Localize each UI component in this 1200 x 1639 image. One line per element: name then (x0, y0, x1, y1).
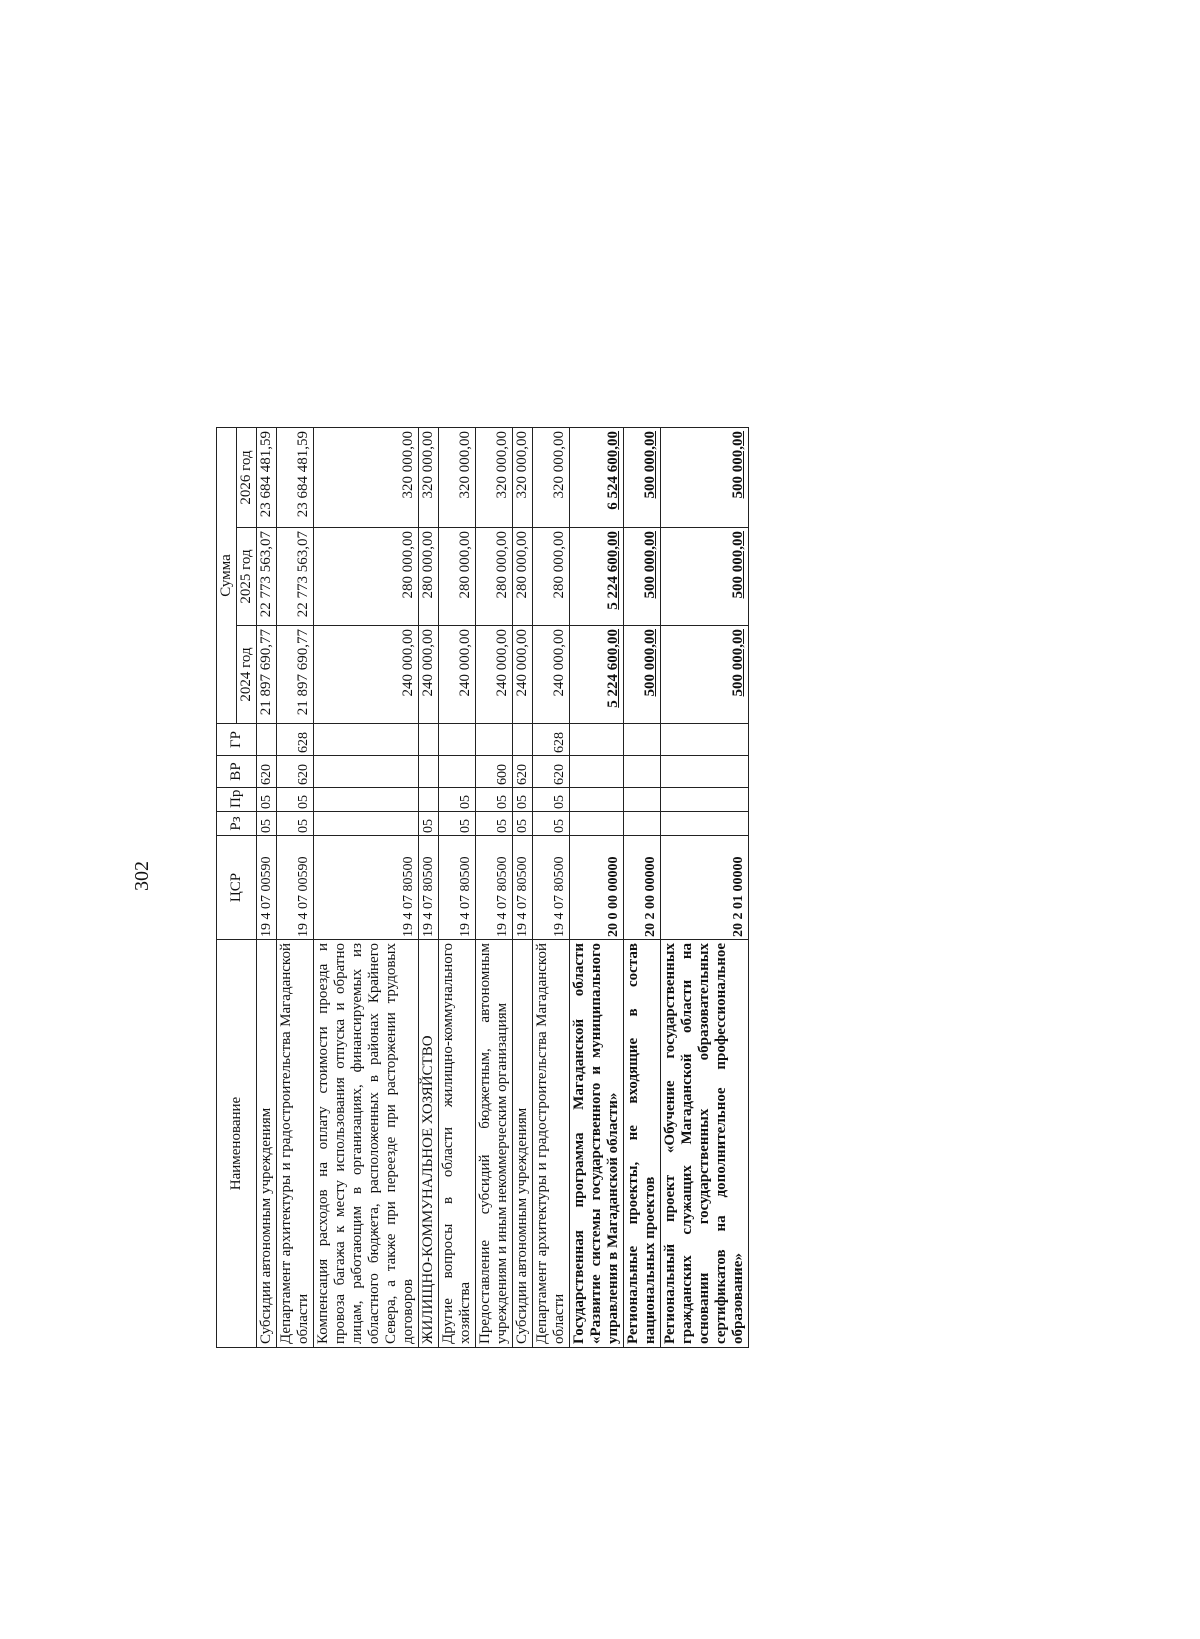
row-gr-cell: 628 (533, 724, 570, 756)
table-row (419, 427, 439, 1347)
header-pr: Пр (217, 788, 257, 812)
row-csr-cell: 20 2 01 00000 (661, 836, 749, 940)
row-rz-cell (661, 812, 749, 836)
row-vr-cell: 620 (257, 756, 277, 788)
row-2026-cell: 320 000,00 (314, 427, 419, 527)
row-vr-cell (439, 756, 476, 788)
row-2025-cell: 280 000,00 (314, 528, 419, 626)
row-gr-cell (476, 724, 513, 756)
row-2025-cell: 280 000,00 (439, 528, 476, 626)
table-row (277, 427, 314, 1347)
row-pr-cell: 05 (513, 788, 533, 812)
row-rz-cell (314, 812, 419, 836)
row-csr-cell: 19 4 07 00590 (277, 836, 314, 940)
row-vr-cell: 620 (277, 756, 314, 788)
row-2026-cell: 320 000,00 (513, 427, 533, 527)
row-rz-cell: 05 (476, 812, 513, 836)
row-2026-cell: 500 000,00 (661, 427, 749, 527)
row-2024-cell: 240 000,00 (513, 626, 533, 724)
table-row (257, 427, 277, 1347)
row-name-cell: Департамент архитектуры и градостроительства Магаданской области (533, 940, 570, 1348)
row-name-cell: Компенсация расходов на оплату стоимости проезда и провоза багажа к месту использования отпуска и обратно лицам, работающим в организациях, финансируемых из областного бюджета, расположенных в районах Крайнего Севера, а также при переезде при расторжении трудовых договоров (314, 940, 419, 1348)
row-gr-cell: 628 (277, 724, 314, 756)
header-gr: ГР (217, 724, 257, 756)
row-2026-cell: 23 684 481,59 (257, 427, 277, 527)
row-name-cell: Государственная программа Магаданской области «Развитие системы государственного и муниципального управления в Магаданской области» (570, 940, 624, 1348)
row-rz-cell (624, 812, 661, 836)
row-vr-cell: 620 (513, 756, 533, 788)
row-csr-cell: 19 4 07 80500 (476, 836, 513, 940)
row-rz-cell: 05 (439, 812, 476, 836)
row-2024-cell: 240 000,00 (439, 626, 476, 724)
header-sum: Сумма (217, 427, 237, 723)
row-pr-cell: 05 (277, 788, 314, 812)
row-csr-cell: 19 4 07 80500 (513, 836, 533, 940)
table-row (513, 427, 533, 1347)
row-2024-cell: 500 000,00 (624, 626, 661, 724)
row-gr-cell (439, 724, 476, 756)
row-vr-cell: 600 (476, 756, 513, 788)
row-gr-cell (314, 724, 419, 756)
budget-table-sheet (216, 428, 952, 1348)
row-pr-cell: 05 (439, 788, 476, 812)
row-name-cell: Региональные проекты, не входящие в состав национальных проектов (624, 940, 661, 1348)
row-2024-cell: 500 000,00 (661, 626, 749, 724)
row-2025-cell: 280 000,00 (513, 528, 533, 626)
row-2026-cell: 6 524 600,00 (570, 427, 624, 527)
row-rz-cell: 05 (533, 812, 570, 836)
row-2024-cell: 5 224 600,00 (570, 626, 624, 724)
row-2026-cell: 320 000,00 (533, 427, 570, 527)
row-vr-cell (624, 756, 661, 788)
row-rz-cell: 05 (277, 812, 314, 836)
row-pr-cell (419, 788, 439, 812)
row-2025-cell: 500 000,00 (624, 528, 661, 626)
row-pr-cell (570, 788, 624, 812)
row-2024-cell: 21 897 690,77 (277, 626, 314, 724)
row-2026-cell: 320 000,00 (476, 427, 513, 527)
row-csr-cell: 19 4 07 80500 (439, 836, 476, 940)
row-2025-cell: 500 000,00 (661, 528, 749, 626)
row-csr-cell: 19 4 07 80500 (419, 836, 439, 940)
row-pr-cell: 05 (476, 788, 513, 812)
row-name-cell: Департамент архитектуры и градостроительства Магаданской области (277, 940, 314, 1348)
row-name-cell: Субсидии автономным учреждениям (257, 940, 277, 1348)
row-2024-cell: 240 000,00 (533, 626, 570, 724)
row-csr-cell: 20 2 00 00000 (624, 836, 661, 940)
row-csr-cell: 19 4 07 80500 (314, 836, 419, 940)
row-pr-cell: 05 (257, 788, 277, 812)
row-csr-cell: 19 4 07 00590 (257, 836, 277, 940)
header-vr: ВР (217, 756, 257, 788)
row-pr-cell (624, 788, 661, 812)
page-number: 302 (131, 861, 153, 891)
row-2025-cell: 280 000,00 (533, 528, 570, 626)
row-2024-cell: 240 000,00 (476, 626, 513, 724)
row-pr-cell (661, 788, 749, 812)
header-csr: ЦСР (217, 836, 257, 940)
header-name: Наименование (217, 940, 257, 1348)
row-2025-cell: 5 224 600,00 (570, 528, 624, 626)
row-2025-cell: 280 000,00 (476, 528, 513, 626)
row-pr-cell: 05 (533, 788, 570, 812)
table-row (439, 427, 476, 1347)
row-csr-cell: 20 0 00 00000 (570, 836, 624, 940)
row-name-cell: Региональный проект «Обучение государственных гражданских служащих Магаданской области на основании государственных образовательных сертификатов на дополнительное профессиональное образование» (661, 940, 749, 1348)
row-vr-cell (570, 756, 624, 788)
row-vr-cell (661, 756, 749, 788)
row-csr-cell: 19 4 07 80500 (533, 836, 570, 940)
table-row (661, 427, 749, 1347)
header-2026: 2026 год (237, 427, 257, 527)
table-body (257, 427, 749, 1347)
row-vr-cell (419, 756, 439, 788)
header-rz: Рз (217, 812, 257, 836)
row-2026-cell: 23 684 481,59 (277, 427, 314, 527)
row-rz-cell (570, 812, 624, 836)
row-name-cell: Субсидии автономным учреждениям (513, 940, 533, 1348)
row-2025-cell: 280 000,00 (419, 528, 439, 626)
row-2024-cell: 240 000,00 (314, 626, 419, 724)
budget-table (216, 427, 749, 1348)
header-2024: 2024 год (237, 626, 257, 724)
row-name-cell: ЖИЛИЩНО-КОММУНАЛЬНОЕ ХОЗЯЙСТВО (419, 940, 439, 1348)
row-pr-cell (314, 788, 419, 812)
row-gr-cell (624, 724, 661, 756)
table-row (476, 427, 513, 1347)
row-vr-cell: 620 (533, 756, 570, 788)
row-rz-cell: 05 (513, 812, 533, 836)
row-vr-cell (314, 756, 419, 788)
row-rz-cell: 05 (419, 812, 439, 836)
header-2025: 2025 год (237, 528, 257, 626)
row-2025-cell: 22 773 563,07 (257, 528, 277, 626)
table-row (570, 427, 624, 1347)
row-gr-cell (419, 724, 439, 756)
table-row (533, 427, 570, 1347)
row-gr-cell (257, 724, 277, 756)
row-name-cell: Другие вопросы в области жилищно-коммунального хозяйства (439, 940, 476, 1348)
table-row (624, 427, 661, 1347)
row-2025-cell: 22 773 563,07 (277, 528, 314, 626)
row-gr-cell (661, 724, 749, 756)
row-2024-cell: 240 000,00 (419, 626, 439, 724)
table-row (314, 427, 419, 1347)
row-2026-cell: 320 000,00 (439, 427, 476, 527)
row-2026-cell: 500 000,00 (624, 427, 661, 527)
row-gr-cell (513, 724, 533, 756)
row-2026-cell: 320 000,00 (419, 427, 439, 527)
row-name-cell: Предоставление субсидий бюджетным, автономным учреждениям и иным некоммерческим организациям (476, 940, 513, 1348)
row-gr-cell (570, 724, 624, 756)
row-rz-cell: 05 (257, 812, 277, 836)
row-2024-cell: 21 897 690,77 (257, 626, 277, 724)
